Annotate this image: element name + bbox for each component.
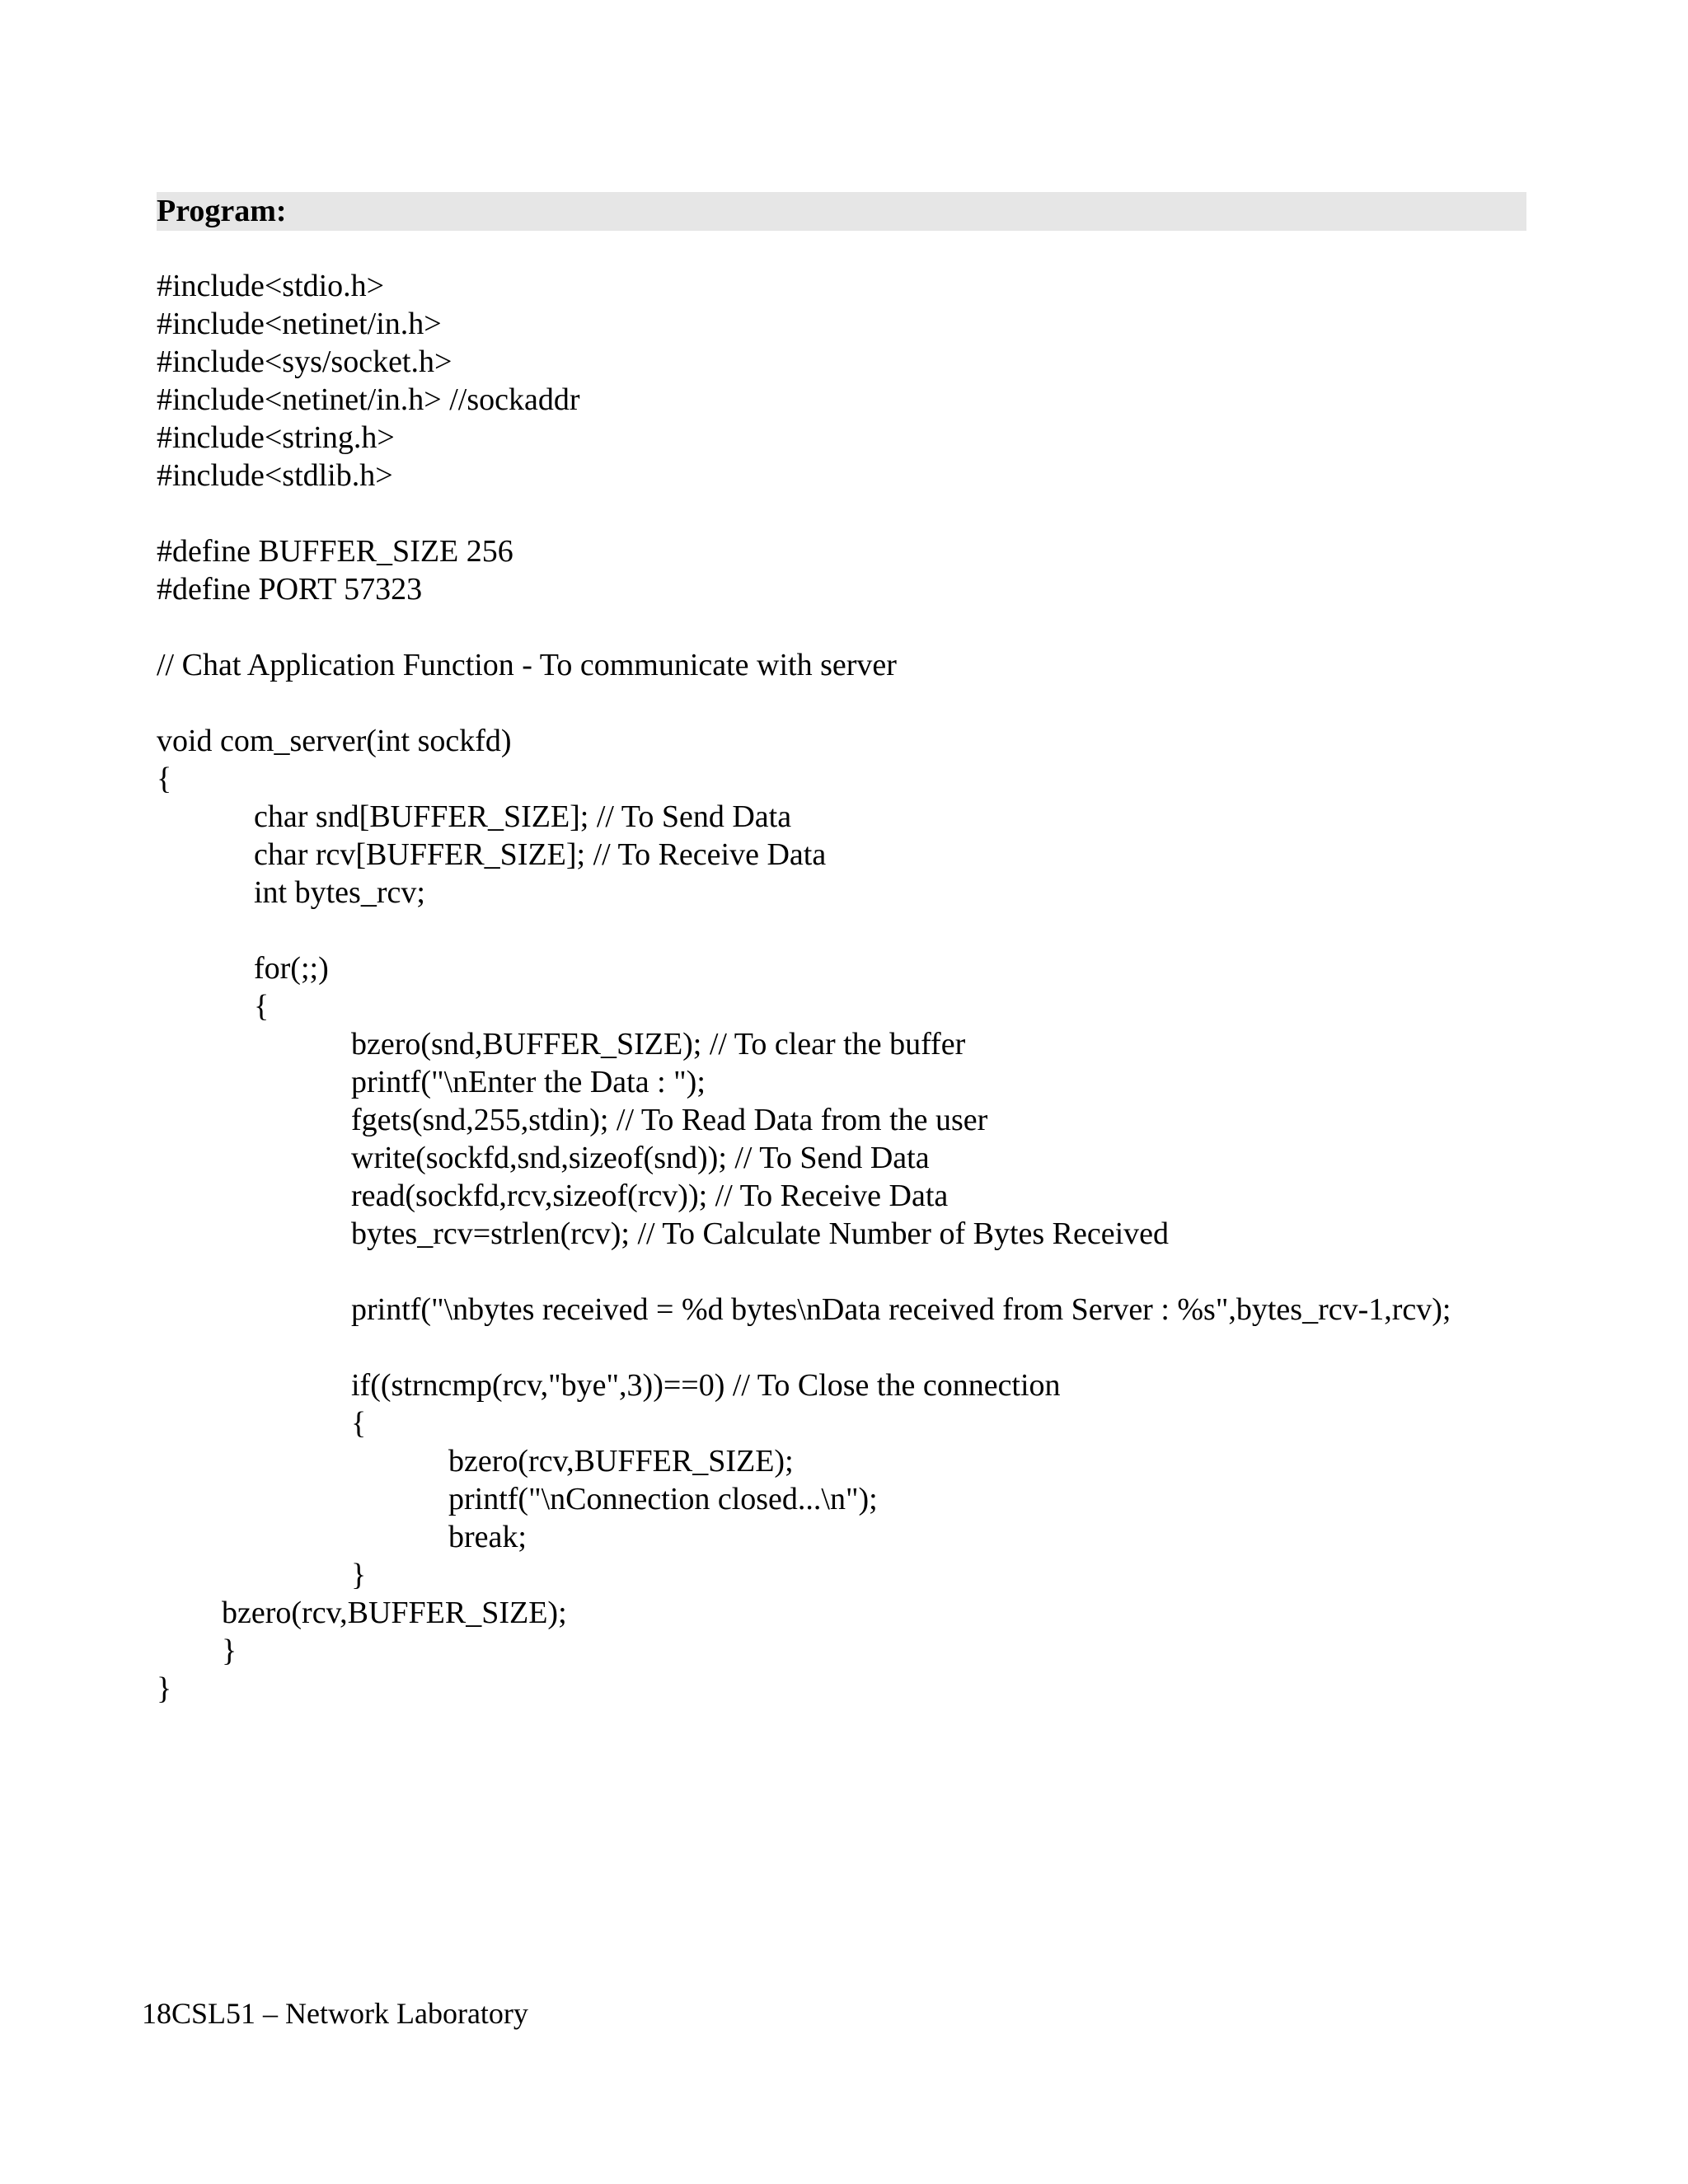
code-line: int bytes_rcv; — [254, 875, 425, 910]
code-line: bzero(rcv,BUFFER_SIZE); — [222, 1596, 567, 1630]
code-listing — [157, 267, 1558, 1708]
code-line: #include<sys/socket.h> — [157, 344, 452, 379]
code-line: } — [157, 1671, 172, 1706]
code-line — [157, 1253, 1558, 1291]
code-line — [157, 494, 1558, 532]
code-line: #include<netinet/in.h> — [157, 307, 442, 341]
code-line — [157, 608, 1558, 646]
code-line: { — [351, 1406, 367, 1441]
code-line: write(sockfd,snd,sizeof(snd)); // To Send Data — [351, 1141, 930, 1175]
code-line: void com_server(int sockfd) — [157, 724, 512, 758]
code-line: printf("\nbytes received = %d bytes\nData received from Server : %s",bytes_rcv-1,rcv); — [351, 1292, 1451, 1327]
code-line — [157, 912, 1558, 949]
code-line — [157, 1329, 1558, 1366]
code-line: } — [351, 1558, 367, 1592]
code-line: { — [254, 989, 270, 1024]
code-line: fgets(snd,255,stdin); // To Read Data from the user — [351, 1103, 988, 1137]
code-line: if((strncmp(rcv,"bye",3))==0) // To Close the connection — [351, 1368, 1061, 1403]
code-line: #define PORT 57323 — [157, 572, 423, 607]
page-heading: Program: — [157, 194, 287, 228]
code-line: printf("\nConnection closed...\n"); — [448, 1482, 878, 1516]
page-footer: 18CSL51 – Network Laboratory — [142, 1997, 528, 2030]
code-line: bytes_rcv=strlen(rcv); // To Calculate Number of Bytes Received — [351, 1216, 1170, 1251]
code-line: for(;;) — [254, 951, 329, 986]
code-line: #include<stdio.h> — [157, 269, 385, 303]
code-line: // Chat Application Function - To communicate with server — [157, 648, 897, 682]
code-line: char rcv[BUFFER_SIZE]; // To Receive Data — [254, 837, 827, 872]
heading-background — [157, 192, 1526, 231]
code-line: } — [222, 1633, 237, 1668]
code-line: #include<netinet/in.h> //sockaddr — [157, 382, 580, 417]
code-line: #include<string.h> — [157, 420, 395, 455]
code-line — [157, 684, 1558, 722]
code-line: bzero(snd,BUFFER_SIZE); // To clear the buffer — [351, 1027, 966, 1062]
code-line: read(sockfd,rcv,sizeof(rcv)); // To Receive Data — [351, 1179, 949, 1213]
code-line: char snd[BUFFER_SIZE]; // To Send Data — [254, 799, 792, 834]
code-line: #include<stdlib.h> — [157, 458, 393, 493]
code-line: { — [157, 762, 172, 796]
code-line: break; — [448, 1520, 527, 1554]
code-line: #define BUFFER_SIZE 256 — [157, 534, 513, 569]
code-line: printf("\nEnter the Data : "); — [351, 1065, 706, 1099]
code-line: bzero(rcv,BUFFER_SIZE); — [448, 1444, 794, 1479]
